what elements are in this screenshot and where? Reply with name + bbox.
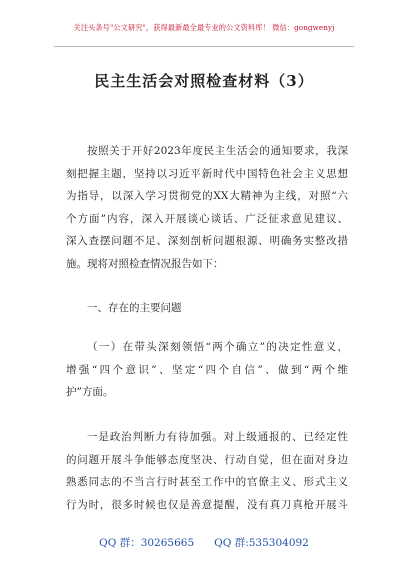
intro-paragraph — [66, 140, 348, 275]
intro-line: 深入查摆问题不足、深刻剖析问题根源、明确务实整改措 — [66, 235, 348, 247]
intro-line: 刻把握主题，坚持以习近平新时代中国特色社会主义思想 — [66, 167, 348, 180]
footer-qq-group-2: QQ 群:535304092 — [214, 537, 309, 549]
footer — [0, 535, 408, 550]
intro-line: 个方面”内容，深入开展谈心谈话、广泛征求意见建议、 — [66, 212, 348, 225]
paragraph-line: 一是政治判断力有待加强。对上级通报的、已经定性 — [87, 431, 348, 443]
subsection-line: 增强“四个意识”、坚定“四个自信”、做到“两个维 — [66, 363, 348, 376]
subsection-line: （一）在带头深刻领悟“两个确立”的决定性意义， — [87, 341, 348, 353]
subsection-paragraph — [66, 336, 348, 404]
document-title: 民主生活会对照检查材料（3） — [94, 72, 314, 90]
header-banner: 关注头条号"公文研究"，获得最新最全最专业的公文资料库！ 微信：gongwenyj — [73, 23, 335, 32]
body-paragraph — [66, 426, 348, 516]
paragraph-line: 行为时，很多时候也仅是善意提醒，没有真刀真枪开展斗 — [66, 498, 348, 511]
subsection-line: 护”方面。 — [66, 386, 114, 398]
paragraph-line: 的问题开展斗争能够态度坚决、行动自觉，但在面对身边 — [66, 453, 348, 466]
intro-line: 按照关于开好2023年度民主生活会的通知要求，我深 — [87, 145, 348, 157]
intro-line: 为指导，以深入学习贯彻党的XX大精神为主线，对照“六 — [66, 190, 348, 202]
paragraph-line: 熟悉同志的不当言行时甚至工作中的官僚主义、形式主义 — [66, 476, 348, 488]
header-divider — [54, 46, 354, 47]
section-heading: 一、存在的主要问题 — [87, 302, 182, 314]
section-heading-block — [66, 297, 348, 320]
footer-qq-group-1: QQ 群：30265665 — [99, 537, 195, 549]
intro-line: 施。现将对照检查情况报告如下： — [66, 257, 224, 270]
